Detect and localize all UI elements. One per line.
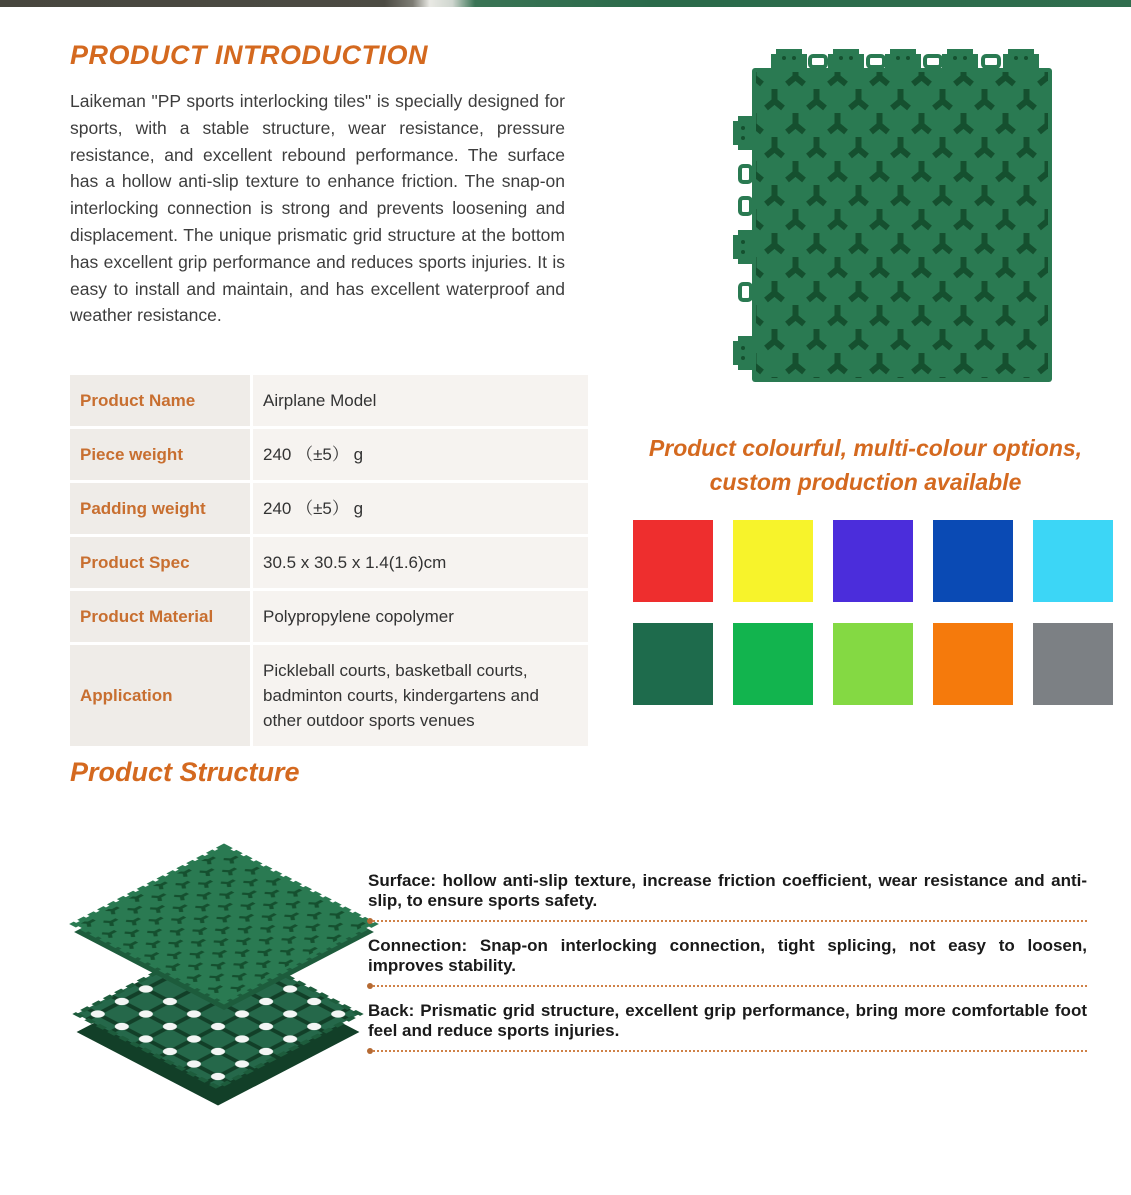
spec-row-label: Piece weight xyxy=(70,429,250,480)
structure-feature-list xyxy=(368,871,1087,1066)
spec-row-label: Product Name xyxy=(70,375,250,426)
colour-swatches-row-2 xyxy=(633,623,1113,705)
spec-row-value: 30.5 x 30.5 x 1.4(1.6)cm xyxy=(253,537,588,588)
spec-row-value: 240 （±5） g xyxy=(253,429,588,480)
structure-feature-text: Surface: hollow anti-slip texture, increase friction coefficient, wear resistance and anti-slip, to ensure sports safety. xyxy=(368,871,1087,910)
section-title-product-structure: Product Structure xyxy=(70,757,300,787)
structure-feature-text: Back: Prismatic grid structure, excellent grip performance, bring more comfortable foot feel and reduce sports injuries. xyxy=(368,1001,1087,1040)
spec-row-value: Airplane Model xyxy=(253,375,588,426)
colour-swatch xyxy=(633,623,713,705)
spec-row-label: Product Material xyxy=(70,591,250,642)
spec-table-row xyxy=(70,429,588,480)
structure-feature-item xyxy=(368,936,1087,988)
colour-swatch xyxy=(1033,623,1113,705)
colour-swatch xyxy=(733,623,813,705)
structure-feature-item xyxy=(368,1001,1087,1053)
spec-row-label: Product Spec xyxy=(70,537,250,588)
dotted-divider xyxy=(368,985,1087,988)
tile-product-photo xyxy=(722,40,1070,392)
spec-table xyxy=(70,375,588,749)
colour-swatch xyxy=(933,520,1013,602)
dotted-divider xyxy=(368,920,1087,923)
dotted-divider xyxy=(368,1050,1087,1053)
spec-row-value: 240 （±5） g xyxy=(253,483,588,534)
colour-swatch xyxy=(733,520,813,602)
spec-table-row xyxy=(70,375,588,426)
colour-options-heading-line2: custom production available xyxy=(709,469,1022,495)
colour-swatch xyxy=(1033,520,1113,602)
colour-options-heading xyxy=(600,431,1131,499)
spec-table-row xyxy=(70,537,588,588)
spec-row-value: Polypropylene copolymer xyxy=(253,591,588,642)
colour-swatch xyxy=(633,520,713,602)
colour-swatches-row-1 xyxy=(633,520,1113,602)
colour-swatch xyxy=(833,520,913,602)
section-title-product-introduction: PRODUCT INTRODUCTION xyxy=(70,40,428,70)
spec-row-label: Padding weight xyxy=(70,483,250,534)
structure-exploded-photo xyxy=(58,826,390,1111)
spec-row-value: Pickleball courts, basketball courts, badminton courts, kindergartens and other outdoor sports venues xyxy=(253,645,588,746)
spec-table-row xyxy=(70,645,588,746)
colour-swatch xyxy=(833,623,913,705)
colour-swatch xyxy=(933,623,1013,705)
spec-table-row xyxy=(70,591,588,642)
top-photo-edge-strip xyxy=(0,0,1131,7)
spec-table-row xyxy=(70,483,588,534)
tile-photo-illustration xyxy=(722,40,1070,392)
structure-photo-illustration xyxy=(58,826,390,1111)
colour-options-heading-line1: Product colourful, multi-colour options, xyxy=(648,435,1083,461)
structure-feature-item xyxy=(368,871,1087,923)
structure-feature-text: Connection: Snap-on interlocking connection, tight splicing, not easy to loosen, improves stability. xyxy=(368,936,1087,975)
product-introduction-paragraph: Laikeman "PP sports interlocking tiles" is specially designed for sports, with a stable structure, wear resistance, pressure resistance, and excellent rebound performance. The surface has a hollow anti-slip texture to enhance friction. The snap-on interlocking connection is strong and prevents loosening and displacement. The unique prismatic grid structure at the bottom has excellent grip performance and reduces sports injuries. It is easy to install and maintain, and has excellent waterproof and weather resistance. xyxy=(70,91,565,326)
spec-row-label: Application xyxy=(70,645,250,746)
